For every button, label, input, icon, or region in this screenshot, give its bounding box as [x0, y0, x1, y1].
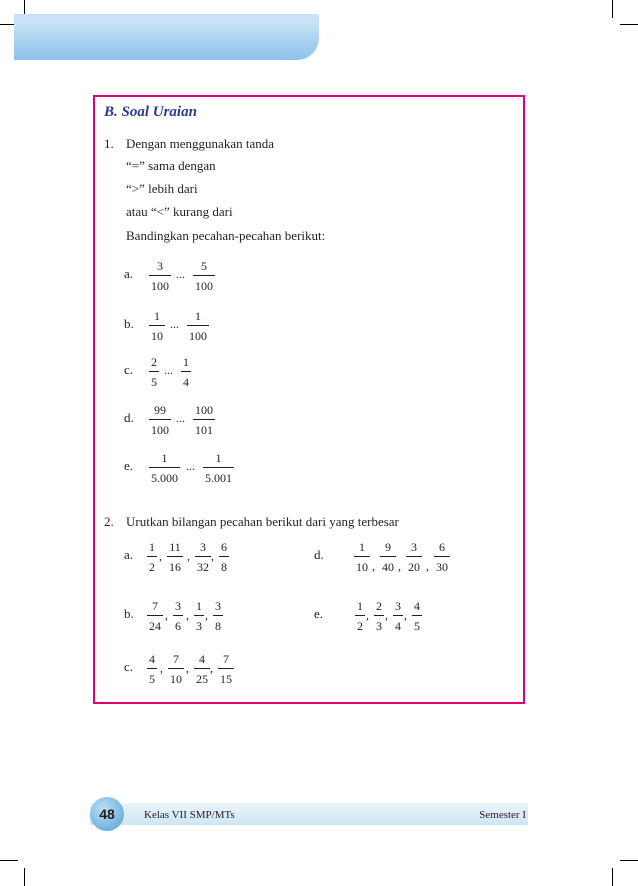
numerator: 3	[200, 540, 206, 554]
fraction-separator: ,	[210, 661, 213, 675]
fraction-separator: ,	[366, 608, 369, 622]
fraction-separator: ,	[159, 549, 162, 563]
denominator: 15	[218, 668, 234, 685]
numerator: 4	[199, 652, 205, 666]
denominator: 4	[393, 615, 403, 632]
denominator: 4	[181, 371, 191, 388]
fraction-separator: ,	[187, 549, 190, 563]
numerator: 4	[149, 652, 155, 666]
fraction-separator: ,	[160, 661, 163, 675]
numerator: 1	[196, 599, 202, 613]
numerator: 3	[157, 259, 163, 273]
numerator: 1	[183, 355, 189, 369]
fraction	[193, 260, 215, 292]
header-banner-highlight	[14, 14, 319, 22]
crop-mark	[24, 868, 25, 886]
denominator: 3	[194, 615, 204, 632]
denominator: 101	[193, 419, 215, 436]
fraction	[187, 310, 209, 342]
fraction	[149, 356, 159, 388]
fraction	[168, 653, 184, 685]
fraction	[167, 541, 183, 573]
denominator: 8	[213, 615, 223, 632]
denominator: 16	[167, 556, 183, 573]
fraction	[218, 653, 234, 685]
numerator: 7	[173, 652, 179, 666]
fraction	[149, 452, 180, 484]
fraction-separator: ,	[205, 608, 208, 622]
numerator: 9	[385, 540, 391, 554]
fraction	[380, 541, 396, 573]
question-text-line: Urutkan bilangan pecahan berikut dari yang terbesar	[126, 514, 399, 529]
fraction	[173, 600, 183, 632]
denominator: 40	[380, 556, 396, 573]
crop-mark	[620, 24, 638, 25]
fraction	[412, 600, 422, 632]
fraction-separator: ,	[211, 549, 214, 563]
numerator: 3	[411, 540, 417, 554]
fraction	[195, 541, 211, 573]
numerator: 7	[152, 599, 158, 613]
fraction	[193, 404, 215, 436]
numerator: 1	[154, 309, 160, 323]
item-label: c.	[124, 659, 134, 674]
denominator: 5	[412, 615, 422, 632]
fraction-separator: ,	[404, 608, 407, 622]
denominator: 24	[147, 615, 163, 632]
comparison-dots: ...	[176, 411, 185, 425]
numerator: 3	[215, 599, 221, 613]
item-label: a.	[124, 266, 134, 281]
fraction-separator: ,	[186, 608, 189, 622]
numerator: 3	[395, 599, 401, 613]
fraction	[374, 600, 384, 632]
fraction	[406, 541, 422, 573]
denominator: 3	[374, 615, 384, 632]
denominator: 20	[406, 556, 422, 573]
numerator: 4	[414, 599, 420, 613]
question-text-line: atau “<” kurang dari	[126, 204, 233, 219]
item-label: d.	[124, 410, 134, 425]
fraction	[149, 310, 165, 342]
denominator: 5.001	[203, 467, 234, 484]
fraction	[354, 541, 370, 573]
fraction	[149, 404, 171, 436]
fraction	[355, 600, 365, 632]
denominator: 5.000	[149, 467, 180, 484]
question-text-line: Dengan menggunakan tanda	[126, 136, 275, 151]
numerator: 2	[376, 599, 382, 613]
fraction	[147, 541, 157, 573]
numerator: 2	[151, 355, 157, 369]
crop-mark	[620, 860, 638, 861]
question-number: 2.	[104, 514, 114, 529]
item-label: d.	[314, 547, 324, 562]
item-label: a.	[124, 547, 134, 562]
fraction	[203, 452, 234, 484]
denominator: 10	[168, 668, 184, 685]
denominator: 100	[187, 325, 209, 342]
denominator: 100	[193, 275, 215, 292]
item-label: e.	[124, 458, 134, 473]
comparison-dots: ...	[186, 459, 195, 473]
question-text-line: “=” sama dengan	[126, 158, 216, 173]
comparison-dots: ...	[176, 267, 185, 281]
numerator: 11	[169, 540, 181, 554]
numerator: 1	[161, 451, 168, 465]
fraction	[181, 356, 191, 388]
fraction	[194, 653, 210, 685]
numerator: 5	[201, 259, 207, 273]
denominator: 32	[195, 556, 211, 573]
comparison-dots: ...	[170, 317, 179, 331]
section-title: B. Soal Uraian	[104, 104, 197, 120]
numerator: 1	[359, 540, 365, 554]
fraction	[213, 600, 223, 632]
denominator: 100	[149, 275, 171, 292]
denominator: 5	[149, 371, 159, 388]
fraction	[194, 600, 204, 632]
question-number: 1.	[104, 136, 114, 151]
fraction	[147, 600, 163, 632]
numerator: 7	[223, 652, 229, 666]
item-label: e.	[314, 606, 324, 621]
denominator: 2	[355, 615, 365, 632]
fraction-separator: ,	[165, 608, 168, 622]
numerator: 6	[439, 540, 445, 554]
numerator: 99	[154, 403, 166, 417]
fraction	[147, 653, 157, 685]
denominator: 30	[434, 556, 450, 573]
fraction-separator: ,	[426, 559, 429, 573]
item-label: c.	[124, 362, 134, 377]
fraction-separator: ,	[372, 559, 375, 573]
footer-book-title: Kelas VII SMP/MTs	[144, 809, 235, 821]
numerator: 1	[149, 540, 155, 554]
fraction-separator: ,	[385, 608, 388, 622]
denominator: 6	[173, 615, 183, 632]
numerator: 3	[175, 599, 181, 613]
crop-mark	[612, 868, 613, 886]
denominator: 5	[147, 668, 157, 685]
fraction	[393, 600, 403, 632]
crop-mark	[0, 860, 18, 861]
comparison-dots: ...	[164, 363, 173, 377]
numerator: 1	[195, 309, 201, 323]
fraction-separator: ,	[186, 661, 189, 675]
numerator: 1	[357, 599, 363, 613]
denominator: 10	[354, 556, 370, 573]
item-label: b.	[124, 606, 134, 621]
numerator: 6	[221, 540, 227, 554]
question-text-line: “>” lebih dari	[126, 181, 198, 196]
fraction	[434, 541, 450, 573]
denominator: 100	[149, 419, 171, 436]
denominator: 8	[219, 556, 229, 573]
numerator: 100	[195, 403, 213, 417]
page-number-badge: 48	[90, 797, 124, 831]
denominator: 10	[149, 325, 165, 342]
fraction-separator: ,	[398, 559, 401, 573]
footer-semester: Semester I	[479, 809, 526, 821]
question-text-line: Bandingkan pecahan-pecahan berikut:	[126, 228, 326, 243]
crop-mark	[612, 0, 613, 18]
denominator: 2	[147, 556, 157, 573]
fraction	[219, 541, 229, 573]
fraction	[149, 260, 171, 292]
numerator: 1	[215, 451, 222, 465]
item-label: b.	[124, 316, 134, 331]
denominator: 25	[194, 668, 210, 685]
